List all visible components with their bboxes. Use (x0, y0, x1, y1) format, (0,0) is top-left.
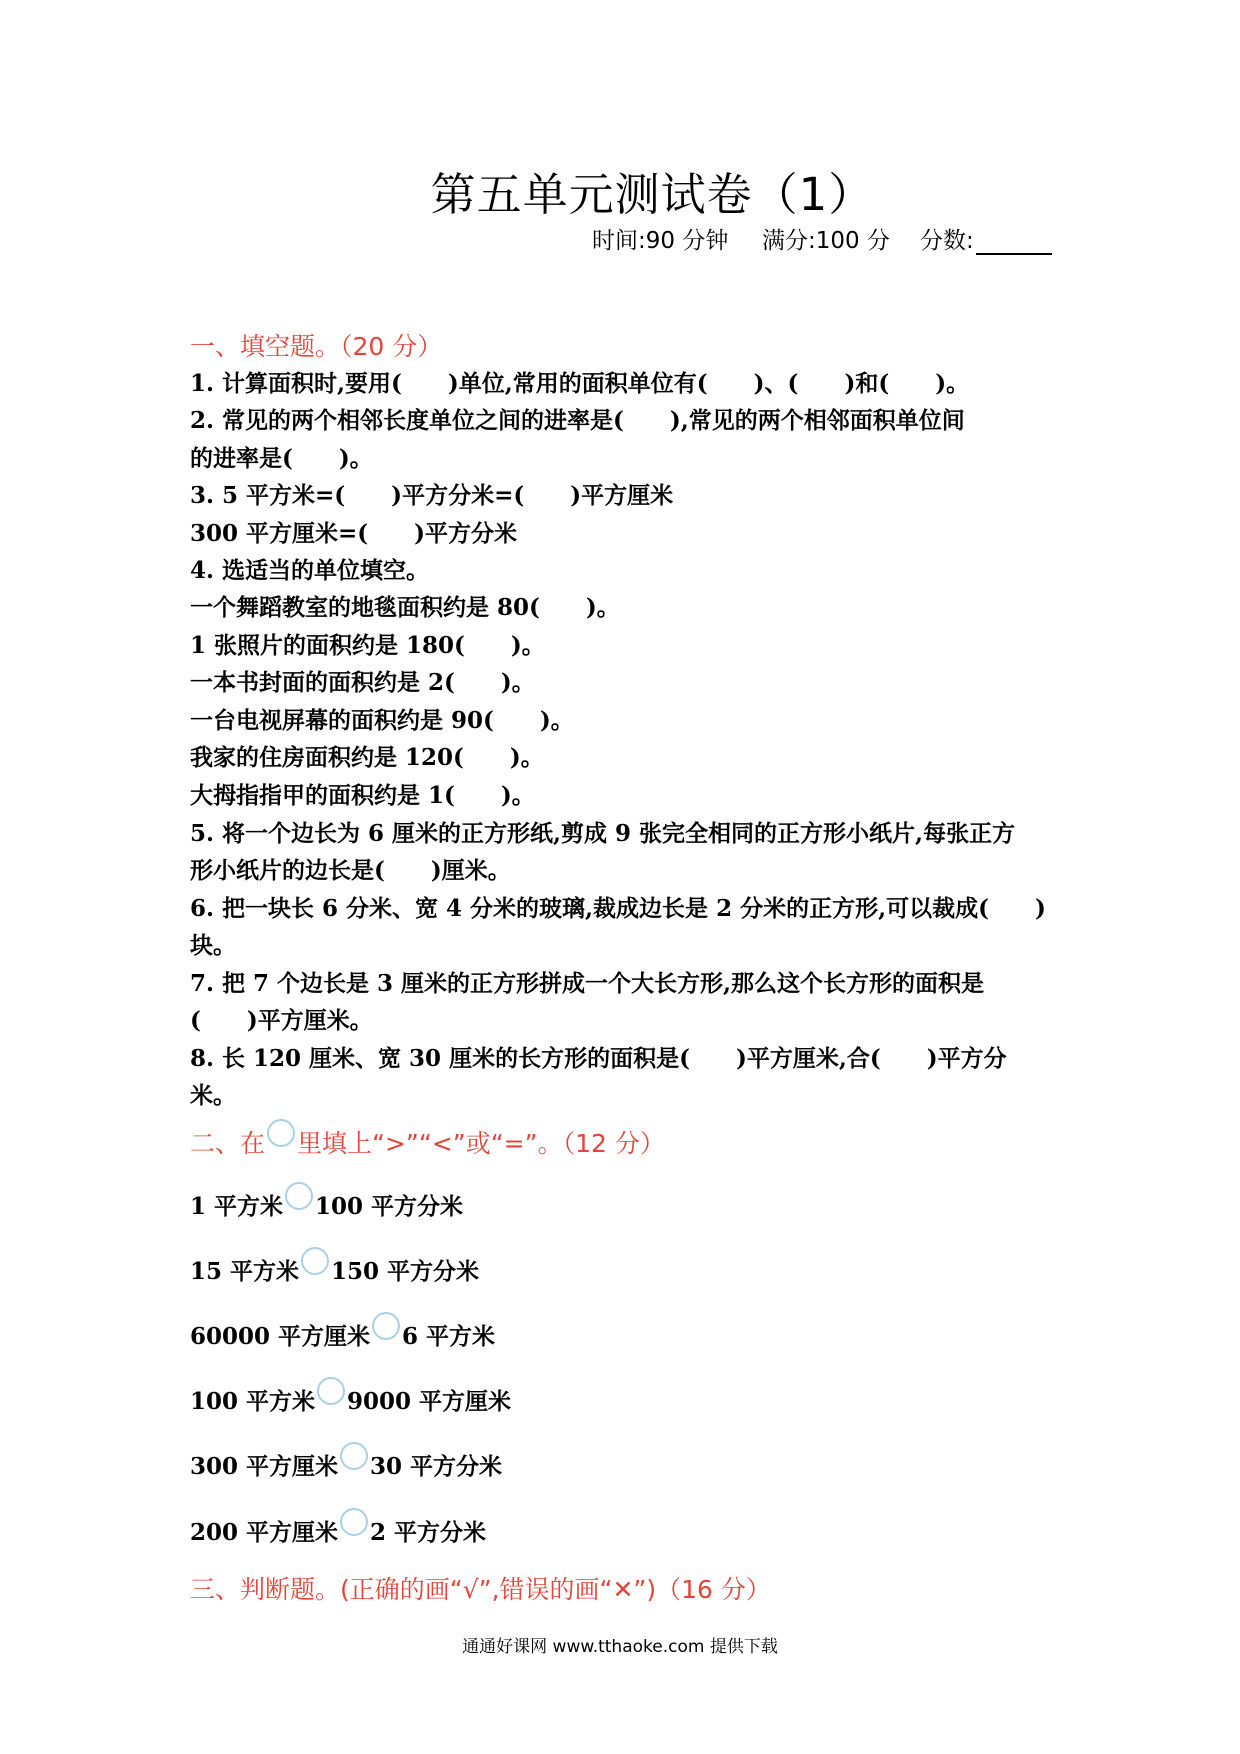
question-line: ( )平方厘米。 (190, 1007, 373, 1034)
compare-item (190, 1318, 495, 1352)
compare-left: 200 平方厘米 (190, 1519, 339, 1546)
question-line: 7. 把 7 个边长是 3 厘米的正方形拼成一个大长方形,那么这个长方形的面积是 (190, 970, 985, 997)
score-label: 分数: (920, 228, 974, 254)
question-line: 5. 将一个边长为 6 厘米的正方形纸,剪成 9 张完全相同的正方形小纸片,每张正方 (190, 820, 1016, 847)
score-field (920, 222, 1052, 255)
answer-circle[interactable] (340, 1442, 368, 1470)
compare-right: 9000 平方厘米 (347, 1388, 512, 1415)
footer-text: 通通好课网 www.tthaoke.com 提供下载 (462, 1637, 778, 1657)
compare-right: 2 平方分米 (370, 1519, 487, 1546)
question-line: 1 张照片的面积约是 180( )。 (190, 632, 545, 659)
question-line: 300 平方厘米=( )平方分米 (190, 520, 518, 547)
question-line: 3. 5 平方米=( )平方分米=( )平方厘米 (190, 482, 674, 509)
question-line: 的进率是( )。 (190, 445, 373, 472)
compare-right: 150 平方分米 (331, 1258, 480, 1285)
score-blank[interactable] (976, 229, 1052, 255)
full-score: 满分:100 分 (762, 228, 890, 254)
question-line: 大拇指指甲的面积约是 1( )。 (190, 782, 535, 809)
question-line: 一本书封面的面积约是 2( )。 (190, 669, 535, 696)
compare-right: 30 平方分米 (370, 1453, 503, 1480)
question-line: 块。 (190, 932, 236, 959)
compare-right: 100 平方分米 (315, 1193, 464, 1220)
section-1-heading: 一、填空题。（20 分） (190, 332, 443, 361)
compare-right: 6 平方米 (402, 1323, 496, 1350)
question-line: 我家的住房面积约是 120( )。 (190, 744, 544, 771)
question-line: 8. 长 120 厘米、宽 30 厘米的长方形的面积是( )平方厘米,合( )平方分 (190, 1045, 1007, 1072)
compare-item (190, 1383, 511, 1417)
section-3-heading: 三、判断题。(正确的画“√”,错误的画“✕”)（16 分） (190, 1575, 771, 1604)
compare-item (190, 1514, 486, 1548)
answer-circle[interactable] (372, 1312, 400, 1340)
compare-item (190, 1253, 479, 1287)
question-line: 形小纸片的边长是( )厘米。 (190, 857, 511, 884)
question-line: 6. 把一块长 6 分米、宽 4 分米的玻璃,裁成边长是 2 分米的正方形,可以裁成( ) (190, 895, 1046, 922)
question-line: 一台电视屏幕的面积约是 90( )。 (190, 707, 574, 734)
section-2-heading-pre: 二、在 (190, 1129, 266, 1158)
compare-left: 60000 平方厘米 (190, 1323, 371, 1350)
answer-circle[interactable] (301, 1247, 329, 1275)
section-2-heading (190, 1124, 665, 1160)
time-limit: 时间:90 分钟 (592, 228, 729, 254)
answer-circle[interactable] (317, 1377, 345, 1405)
question-line: 米。 (190, 1082, 236, 1109)
question-line: 1. 计算面积时,要用( )单位,常用的面积单位有( )、( )和( )。 (190, 370, 970, 397)
compare-left: 100 平方米 (190, 1388, 316, 1415)
question-line: 一个舞蹈教室的地毯面积约是 80( )。 (190, 594, 620, 621)
answer-circle[interactable] (340, 1508, 368, 1536)
answer-circle[interactable] (285, 1182, 313, 1210)
circle-icon (267, 1119, 295, 1147)
page-title: 第五单元测试卷（1） (430, 168, 875, 221)
question-line: 4. 选适当的单位填空。 (190, 557, 430, 584)
compare-item (190, 1448, 502, 1482)
compare-left: 1 平方米 (190, 1193, 284, 1220)
question-line: 2. 常见的两个相邻长度单位之间的进率是( ),常见的两个相邻面积单位间 (190, 407, 965, 434)
compare-item (190, 1188, 463, 1222)
compare-left: 300 平方厘米 (190, 1453, 339, 1480)
section-2-heading-post: 里填上“>”“<”或“=”。（12 分） (297, 1129, 665, 1158)
compare-left: 15 平方米 (190, 1258, 300, 1285)
